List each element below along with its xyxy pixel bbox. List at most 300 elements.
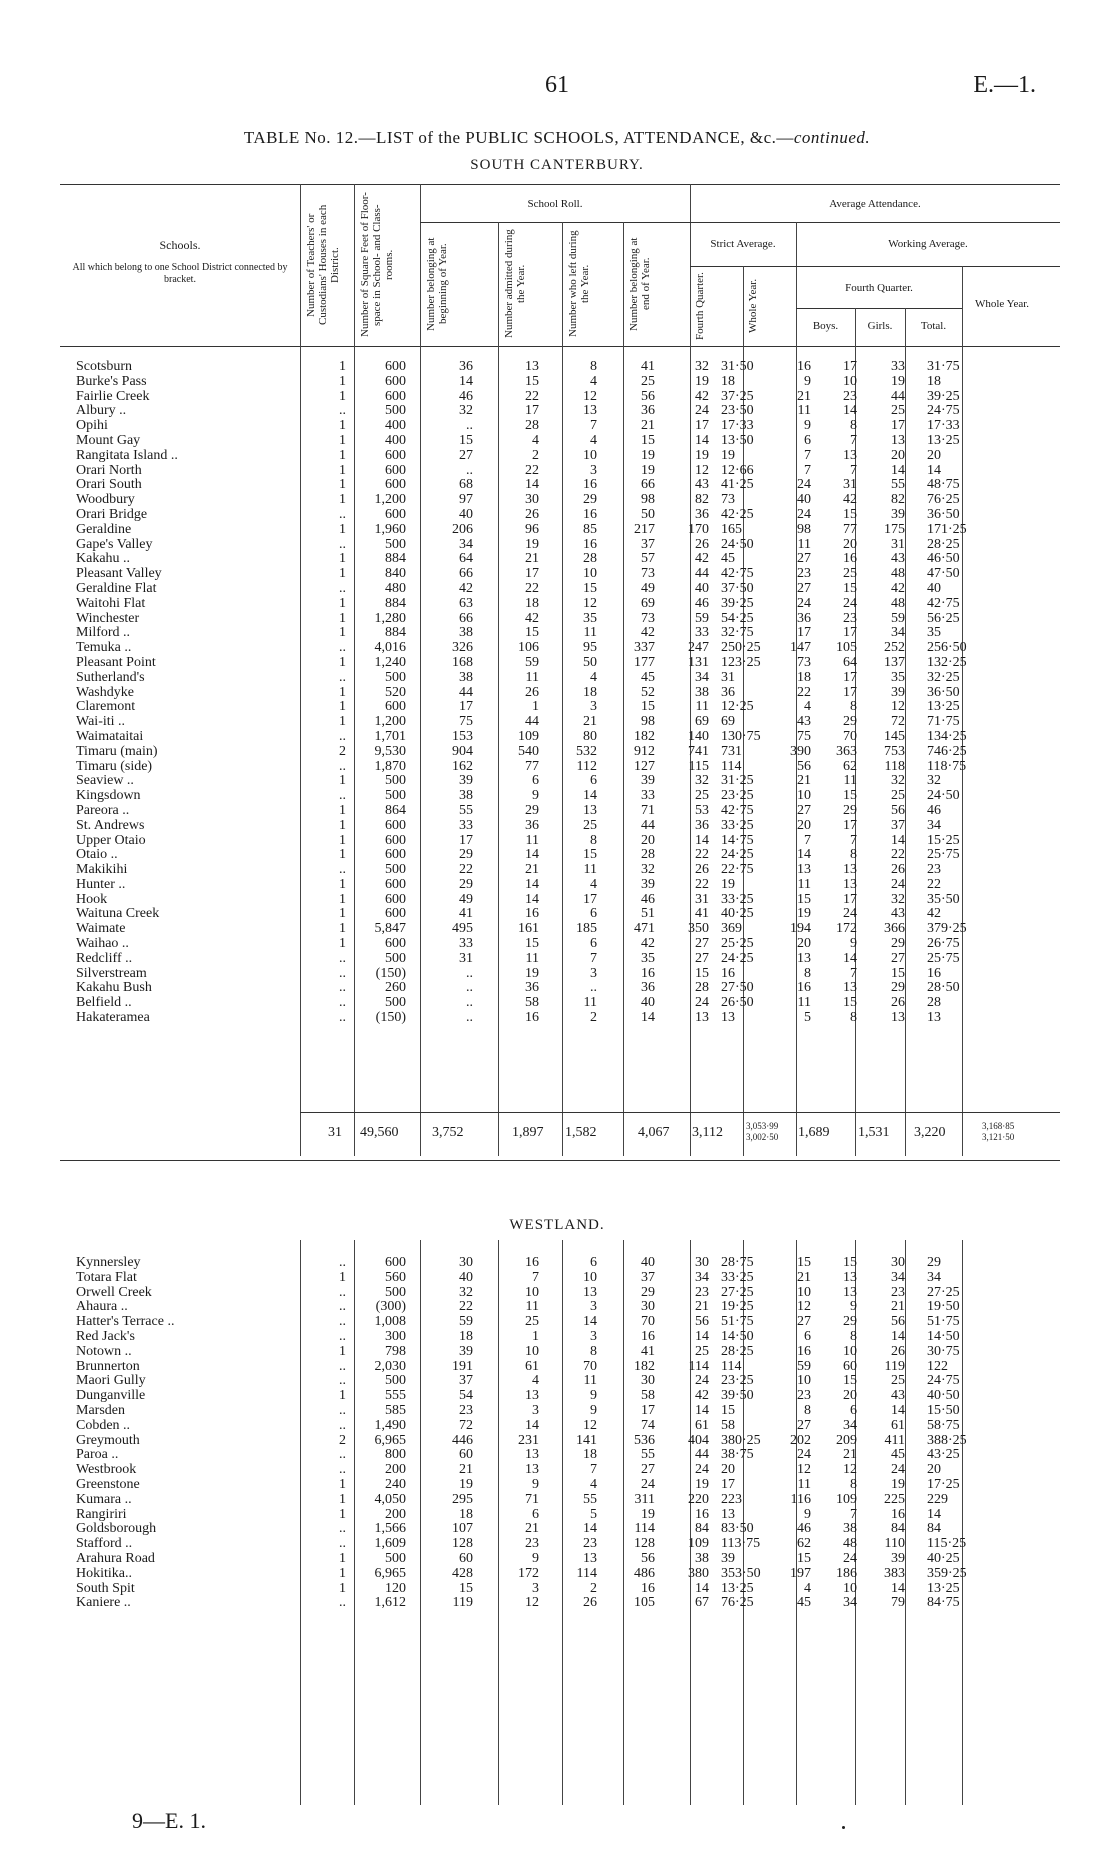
cell-n9: 7 xyxy=(804,463,811,478)
school-name: Makikihi xyxy=(76,863,128,878)
school-name: Geraldine Flat xyxy=(76,581,157,596)
cell-n4: 14 xyxy=(525,1418,539,1433)
cell-n8: 25·25 xyxy=(721,937,754,952)
cell-n5: 8 xyxy=(590,833,597,848)
cell-n2: 884 xyxy=(385,626,406,641)
table-row xyxy=(76,700,987,715)
cell-n5: 8 xyxy=(590,360,597,374)
cell-n12: 359·25 xyxy=(927,1566,967,1581)
cell-n5: 14 xyxy=(583,1522,597,1537)
total-fourth-quarter: 3,112 xyxy=(692,1125,723,1140)
cell-n9: 11 xyxy=(797,996,811,1011)
cell-n11: 43 xyxy=(891,552,905,567)
cell-n3: 66 xyxy=(459,611,473,626)
cell-n11: 137 xyxy=(884,655,905,670)
cell-n11: 34 xyxy=(891,1270,905,1285)
cell-n10: 7 xyxy=(850,833,857,848)
cell-n3: 162 xyxy=(452,759,473,774)
cell-n4: 161 xyxy=(518,922,539,937)
cell-n10: 9 xyxy=(850,937,857,952)
cell-n8: 42·25 xyxy=(721,507,754,522)
cell-n9: 13 xyxy=(797,951,811,966)
cell-n2: 600 xyxy=(385,892,406,907)
cell-n3: 15 xyxy=(459,1581,473,1596)
cell-n10: 10 xyxy=(843,1344,857,1359)
cell-n6: 486 xyxy=(634,1566,655,1581)
cell-n7: 32 xyxy=(695,360,709,374)
cell-n11: 21 xyxy=(891,1300,905,1315)
cell-n5: 28 xyxy=(583,552,597,567)
cell-n2: 9,530 xyxy=(374,744,406,759)
cell-n4: 17 xyxy=(525,404,539,419)
cell-n9: 21 xyxy=(797,774,811,789)
cell-n1: 1 xyxy=(339,1477,346,1492)
cell-n5: 10 xyxy=(583,1270,597,1285)
school-name: Kumara .. xyxy=(76,1492,132,1507)
cell-n1: 1 xyxy=(339,1551,346,1566)
cell-n8: 353·50 xyxy=(721,1566,761,1581)
cell-n3: 41 xyxy=(459,907,473,922)
cell-n12: 115·25 xyxy=(927,1537,967,1552)
cell-n12: 31·75 xyxy=(927,360,960,374)
school-name: Ahaura .. xyxy=(76,1300,128,1315)
cell-n11: 79 xyxy=(891,1596,905,1611)
cell-n1: 2 xyxy=(339,744,346,759)
cell-n12: 118·75 xyxy=(927,759,967,774)
cell-n2: 300 xyxy=(385,1329,406,1344)
cell-n7: 404 xyxy=(688,1433,709,1448)
cell-n10: 15 xyxy=(843,789,857,804)
cell-n2: 6,965 xyxy=(374,1566,406,1581)
school-name: Totara Flat xyxy=(76,1270,137,1285)
cell-n7: 11 xyxy=(695,700,709,715)
cell-n5: 11 xyxy=(583,1374,597,1389)
cell-n5: 3 xyxy=(590,463,597,478)
cell-n5: 10 xyxy=(583,448,597,463)
cell-n1: 1 xyxy=(339,1581,346,1596)
cell-n10: 29 xyxy=(843,715,857,730)
cell-n6: 912 xyxy=(634,744,655,759)
cell-n1: .. xyxy=(339,1315,346,1330)
cell-n8: 14·50 xyxy=(721,1329,754,1344)
region-south-canterbury: SOUTH CANTERBURY. xyxy=(470,157,644,173)
cell-n8: 250·25 xyxy=(721,641,761,656)
cell-n6: 16 xyxy=(641,966,655,981)
cell-n4: 10 xyxy=(525,1344,539,1359)
cell-n2: 1,200 xyxy=(374,715,406,730)
cell-n11: 42 xyxy=(891,581,905,596)
cell-n12: 20 xyxy=(927,448,941,463)
cell-n7: 24 xyxy=(695,404,709,419)
total-whole-year-b: 3,002·50 xyxy=(746,1132,779,1142)
table-row xyxy=(76,493,987,508)
cell-n7: 109 xyxy=(688,1537,709,1552)
table-row xyxy=(76,760,987,775)
table-row xyxy=(76,1522,987,1537)
cell-n4: 26 xyxy=(525,685,539,700)
cell-n9: 390 xyxy=(790,744,811,759)
cell-n9: 23 xyxy=(797,1389,811,1404)
cell-n4: 21 xyxy=(525,1522,539,1537)
cell-n8: 33·25 xyxy=(721,1270,754,1285)
cell-n6: 177 xyxy=(634,655,655,670)
cell-n11: 48 xyxy=(891,596,905,611)
school-name: Maori Gully xyxy=(76,1374,146,1389)
cell-n8: 731 xyxy=(721,744,742,759)
cell-n2: 500 xyxy=(385,1374,406,1389)
cell-n12: 17·33 xyxy=(927,419,960,434)
cell-n9: 4 xyxy=(804,700,811,715)
table-row xyxy=(76,819,987,834)
header-schools: Schools. xyxy=(159,238,201,252)
cell-n9: 45 xyxy=(797,1596,811,1611)
cell-n7: 42 xyxy=(695,1389,709,1404)
cell-n7: 115 xyxy=(688,759,709,774)
cell-n10: 17 xyxy=(843,685,857,700)
cell-n3: .. xyxy=(466,981,473,996)
cell-n6: 182 xyxy=(634,729,655,744)
school-name: Sutherland's xyxy=(76,670,145,685)
cell-n4: 10 xyxy=(525,1285,539,1300)
cell-n7: 67 xyxy=(695,1596,709,1611)
cell-n7: 30 xyxy=(695,1256,709,1270)
cell-n12: 17·25 xyxy=(927,1477,960,1492)
cell-n3: 66 xyxy=(459,567,473,582)
cell-n5: 80 xyxy=(583,729,597,744)
cell-n12: 171·25 xyxy=(927,522,967,537)
cell-n2: 500 xyxy=(385,404,406,419)
cell-n11: 20 xyxy=(891,448,905,463)
cell-n2: 4,050 xyxy=(374,1492,406,1507)
cell-n2: 500 xyxy=(385,1285,406,1300)
cell-n8: 24·25 xyxy=(721,848,754,863)
school-name: Marsden xyxy=(76,1403,125,1418)
cell-n11: 17 xyxy=(891,419,905,434)
cell-n8: 13 xyxy=(721,1011,735,1026)
table-row xyxy=(76,523,987,538)
cell-n6: 41 xyxy=(641,1344,655,1359)
cell-n3: 23 xyxy=(459,1403,473,1418)
cell-n5: 12 xyxy=(583,389,597,404)
cell-n12: 379·25 xyxy=(927,922,967,937)
cell-n7: 25 xyxy=(695,789,709,804)
cell-n3: 22 xyxy=(459,863,473,878)
cell-n5: 4 xyxy=(590,374,597,389)
cell-n3: 295 xyxy=(452,1492,473,1507)
cell-n4: 3 xyxy=(532,1581,539,1596)
cell-n6: 98 xyxy=(641,493,655,508)
cell-n10: 15 xyxy=(843,581,857,596)
cell-n4: 16 xyxy=(525,1011,539,1026)
cell-n5: 6 xyxy=(590,774,597,789)
cell-n10: 20 xyxy=(843,1389,857,1404)
cell-n4: 29 xyxy=(525,803,539,818)
cell-n11: 383 xyxy=(884,1566,905,1581)
cell-n12: 13 xyxy=(927,1011,941,1026)
cell-n10: 10 xyxy=(843,374,857,389)
cell-n8: 14·75 xyxy=(721,833,754,848)
cell-n7: 43 xyxy=(695,478,709,493)
school-name: Red Jack's xyxy=(76,1329,135,1344)
school-name: Scotsburn xyxy=(76,360,132,374)
cell-n4: 16 xyxy=(525,907,539,922)
cell-n6: 51 xyxy=(641,907,655,922)
cell-n12: 71·75 xyxy=(927,715,960,730)
cell-n1: 1 xyxy=(339,1492,346,1507)
cell-n9: 194 xyxy=(790,922,811,937)
cell-n11: 110 xyxy=(884,1537,905,1552)
cell-n6: 17 xyxy=(641,1403,655,1418)
cell-n1: 1 xyxy=(339,374,346,389)
header-end: Number belonging at end of Year. xyxy=(628,237,652,331)
cell-n3: 75 xyxy=(459,715,473,730)
cell-n8: 17·33 xyxy=(721,419,754,434)
cell-n11: 43 xyxy=(891,1389,905,1404)
cell-n1: 1 xyxy=(339,522,346,537)
cell-n12: 24·50 xyxy=(927,789,960,804)
cell-n1: .. xyxy=(339,1522,346,1537)
cell-n2: 500 xyxy=(385,537,406,552)
cell-n3: 168 xyxy=(452,655,473,670)
cell-n4: 1 xyxy=(532,1329,539,1344)
cell-n3: 54 xyxy=(459,1389,473,1404)
cell-n2: 600 xyxy=(385,389,406,404)
cell-n6: 19 xyxy=(641,448,655,463)
cell-n9: 11 xyxy=(797,404,811,419)
cell-n8: 51·75 xyxy=(721,1315,754,1330)
cell-n6: 58 xyxy=(641,1389,655,1404)
cell-n5: 25 xyxy=(583,818,597,833)
cell-n1: 1 xyxy=(339,922,346,937)
cell-n6: 471 xyxy=(634,922,655,937)
cell-n11: 27 xyxy=(891,951,905,966)
cell-n10: 12 xyxy=(843,1463,857,1478)
cell-n2: 1,490 xyxy=(374,1418,406,1433)
cell-n8: 17 xyxy=(721,1477,735,1492)
cell-n3: 33 xyxy=(459,818,473,833)
total-end: 4,067 xyxy=(638,1125,670,1140)
table-row xyxy=(76,1596,987,1611)
cell-n3: 40 xyxy=(459,507,473,522)
cell-n8: 38·75 xyxy=(721,1448,754,1463)
school-name: Upper Otaio xyxy=(76,833,146,848)
header-average-attendance: Average Attendance. xyxy=(829,198,921,210)
cell-n6: 128 xyxy=(634,1537,655,1552)
cell-n6: 73 xyxy=(641,567,655,582)
cell-n1: 1 xyxy=(339,833,346,848)
cell-n4: 58 xyxy=(525,996,539,1011)
cell-n9: 9 xyxy=(804,419,811,434)
table-row xyxy=(76,508,987,523)
cell-n3: 428 xyxy=(452,1566,473,1581)
cell-n7: 350 xyxy=(688,922,709,937)
cell-n4: 4 xyxy=(532,433,539,448)
cell-n5: 85 xyxy=(583,522,597,537)
cell-n9: 10 xyxy=(797,1285,811,1300)
cell-n9: 22 xyxy=(797,685,811,700)
cell-n1: 1 xyxy=(339,419,346,434)
cell-n10: 21 xyxy=(843,1448,857,1463)
cell-n1: 1 xyxy=(339,463,346,478)
cell-n6: 36 xyxy=(641,981,655,996)
cell-n8: 83·50 xyxy=(721,1522,754,1537)
cell-n4: 11 xyxy=(525,1300,539,1315)
school-name: St. Andrews xyxy=(76,818,145,833)
cell-n7: 22 xyxy=(695,848,709,863)
cell-n1: 1 xyxy=(339,448,346,463)
cell-n12: 39·25 xyxy=(927,389,960,404)
cell-n1: 1 xyxy=(339,389,346,404)
cell-n8: 113·75 xyxy=(721,1537,761,1552)
cell-n7: 69 xyxy=(695,715,709,730)
cell-n11: 56 xyxy=(891,803,905,818)
table-row xyxy=(76,922,987,937)
cell-n10: 14 xyxy=(843,404,857,419)
cell-n5: 13 xyxy=(583,1285,597,1300)
cell-n10: 14 xyxy=(843,951,857,966)
cell-n3: 36 xyxy=(459,360,473,374)
cell-n6: 20 xyxy=(641,833,655,848)
cell-n5: 2 xyxy=(590,1581,597,1596)
school-name: Orwell Creek xyxy=(76,1285,152,1300)
cell-n8: 13·25 xyxy=(721,1581,754,1596)
cell-n9: 56 xyxy=(797,759,811,774)
total-total: 3,220 xyxy=(914,1125,946,1140)
cell-n5: 15 xyxy=(583,848,597,863)
cell-n3: 128 xyxy=(452,1537,473,1552)
cell-n12: 122 xyxy=(927,1359,948,1374)
cell-n7: 26 xyxy=(695,863,709,878)
cell-n7: 82 xyxy=(695,493,709,508)
cell-n9: 19 xyxy=(797,907,811,922)
cell-n10: 172 xyxy=(836,922,857,937)
cell-n2: 2,030 xyxy=(374,1359,406,1374)
cell-n4: 16 xyxy=(525,1256,539,1270)
cell-n7: 19 xyxy=(695,1477,709,1492)
table-row xyxy=(76,1011,987,1026)
table-row xyxy=(76,567,987,582)
cell-n7: 32 xyxy=(695,774,709,789)
cell-n9: 27 xyxy=(797,1418,811,1433)
cell-n11: 32 xyxy=(891,892,905,907)
table-row xyxy=(76,1508,987,1523)
cell-n12: 13·25 xyxy=(927,1581,960,1596)
cell-n10: 13 xyxy=(843,877,857,892)
school-name: Waimataitai xyxy=(76,729,144,744)
cell-n2: 500 xyxy=(385,951,406,966)
cell-n8: 28·25 xyxy=(721,1344,754,1359)
cell-n6: 33 xyxy=(641,789,655,804)
cell-n9: 27 xyxy=(797,581,811,596)
cell-n12: 19·50 xyxy=(927,1300,960,1315)
cell-n11: 48 xyxy=(891,567,905,582)
cell-n11: 82 xyxy=(891,493,905,508)
cell-n3: 39 xyxy=(459,1344,473,1359)
cell-n6: 49 xyxy=(641,581,655,596)
cell-n1: 1 xyxy=(339,848,346,863)
cell-n6: 98 xyxy=(641,715,655,730)
cell-n11: 13 xyxy=(891,1011,905,1026)
cell-n6: 45 xyxy=(641,670,655,685)
cell-n1: .. xyxy=(339,1448,346,1463)
school-name: Hunter .. xyxy=(76,877,126,892)
cell-n4: 44 xyxy=(525,715,539,730)
cell-n8: 123·25 xyxy=(721,655,761,670)
table-row xyxy=(76,686,987,701)
cell-n6: 16 xyxy=(641,1329,655,1344)
cell-n9: 98 xyxy=(797,522,811,537)
cell-n4: 19 xyxy=(525,966,539,981)
cell-n12: 48·75 xyxy=(927,478,960,493)
cell-n11: 252 xyxy=(884,641,905,656)
cell-n11: 25 xyxy=(891,404,905,419)
table-row xyxy=(76,478,987,493)
cell-n5: 50 xyxy=(583,655,597,670)
cell-n1: 1 xyxy=(339,655,346,670)
cell-n2: (300) xyxy=(375,1300,406,1315)
cell-n8: 31·25 xyxy=(721,774,754,789)
cell-n11: 14 xyxy=(891,1403,905,1418)
cell-n1: .. xyxy=(339,1374,346,1389)
cell-n11: 39 xyxy=(891,685,905,700)
cell-n8: 13 xyxy=(721,1507,735,1522)
cell-n10: 17 xyxy=(843,626,857,641)
cell-n5: 11 xyxy=(583,626,597,641)
table-row xyxy=(76,612,987,627)
cell-n11: 119 xyxy=(884,1359,905,1374)
cell-n7: 34 xyxy=(695,1270,709,1285)
cell-n6: 25 xyxy=(641,374,655,389)
header-total: Total. xyxy=(920,320,947,332)
cell-n6: 55 xyxy=(641,1448,655,1463)
cell-n2: (150) xyxy=(375,966,406,981)
cell-n5: 12 xyxy=(583,596,597,611)
cell-n5: 18 xyxy=(583,1448,597,1463)
cell-n12: 35·50 xyxy=(927,892,960,907)
table-row xyxy=(76,1419,987,1434)
school-name: Hakateramea xyxy=(76,1011,150,1026)
cell-n4: 14 xyxy=(525,848,539,863)
cell-n7: 36 xyxy=(695,818,709,833)
cell-n12: 43·25 xyxy=(927,1448,960,1463)
cell-n8: 16 xyxy=(721,966,735,981)
school-name: Notown .. xyxy=(76,1344,132,1359)
cell-n12: 84 xyxy=(927,1522,941,1537)
cell-n7: 31 xyxy=(695,892,709,907)
cell-n12: 25·75 xyxy=(927,848,960,863)
cell-n9: 11 xyxy=(797,537,811,552)
cell-n1: .. xyxy=(339,729,346,744)
cell-n9: 62 xyxy=(797,1537,811,1552)
cell-n7: 14 xyxy=(695,433,709,448)
cell-n2: 520 xyxy=(385,685,406,700)
cell-n1: .. xyxy=(339,581,346,596)
cell-n3: 64 xyxy=(459,552,473,567)
cell-n10: 29 xyxy=(843,803,857,818)
cell-n1: 1 xyxy=(339,1507,346,1522)
cell-n5: 12 xyxy=(583,1418,597,1433)
table-row xyxy=(76,804,987,819)
cell-n7: 14 xyxy=(695,1581,709,1596)
total-admitted: 1,897 xyxy=(512,1125,544,1140)
cell-n10: 42 xyxy=(843,493,857,508)
cell-n3: 18 xyxy=(459,1507,473,1522)
school-name: Brunnerton xyxy=(76,1359,140,1374)
header-working-fourth-quarter: Fourth Quarter. xyxy=(845,282,913,294)
cell-n5: 4 xyxy=(590,670,597,685)
table-title-main: TABLE No. 12.—LIST of the PUBLIC SCHOOLS, ATTENDANCE, &c.— xyxy=(243,128,794,147)
cell-n6: 57 xyxy=(641,552,655,567)
